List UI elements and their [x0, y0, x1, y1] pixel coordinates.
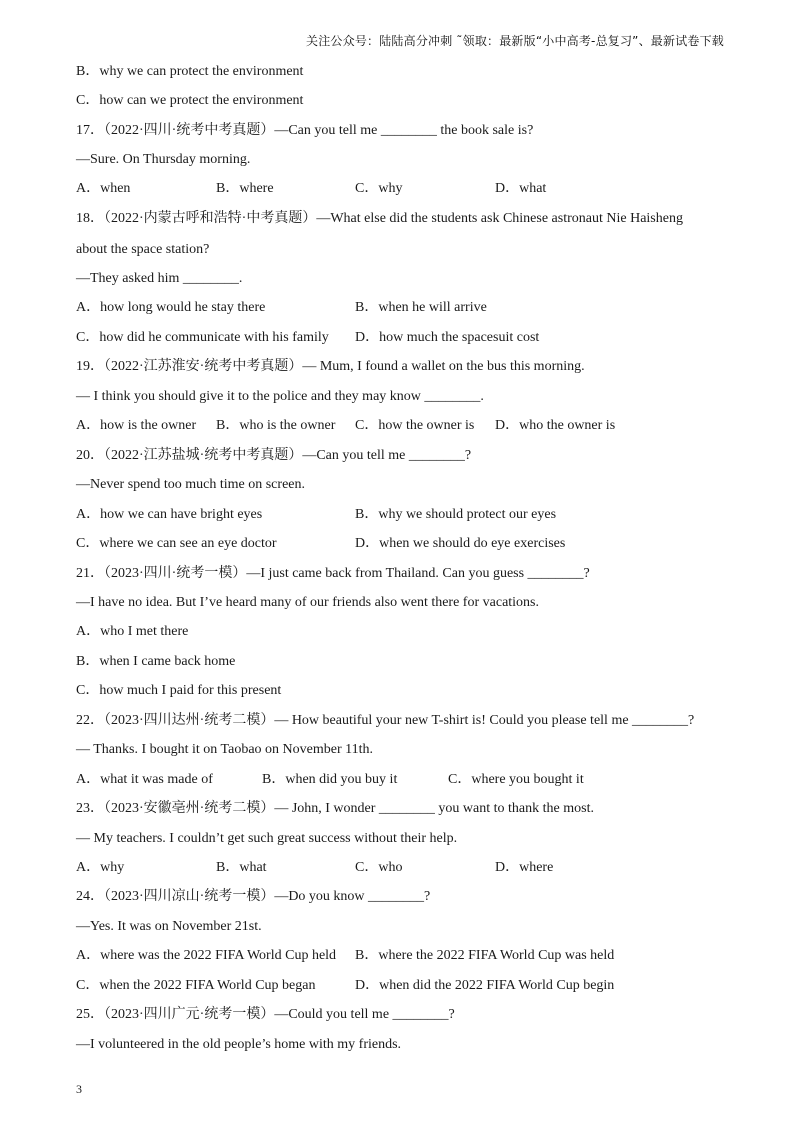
option-d: D．what	[495, 181, 547, 196]
option-a: A．when	[76, 181, 131, 196]
question-18: 18．（2022·内蒙古呼和浩特·中考真题）—What else did the students ask Chinese astronaut Nie Haisheng	[76, 211, 683, 226]
question-17: 17．（2022·四川·统考中考真题）—Can you tell me ________ the book sale is?	[76, 123, 534, 138]
question-17-answer-prompt: —Sure. On Thursday morning.	[76, 152, 251, 167]
option-c: C．how the owner is	[355, 418, 475, 433]
option-b: B．why we should protect our eyes	[355, 507, 557, 522]
question-22-answer-prompt: — Thanks. I bought it on Taobao on November 11th.	[76, 742, 374, 757]
question-18-answer-prompt: —They asked him ________.	[76, 271, 243, 286]
option-b-line: B．why we can protect the environment	[76, 64, 304, 79]
option-d: D．when we should do eye exercises	[355, 536, 566, 551]
option-c: C．when the 2022 FIFA World Cup began	[76, 978, 316, 993]
option-c: C．how did he communicate with his family	[76, 330, 329, 345]
option-a-line: A．who I met there	[76, 624, 189, 639]
question-22: 22．（2023·四川达州·统考二模）— How beautiful your new T-shirt is! Could you please tell me ________?	[76, 713, 695, 728]
question-25: 25．（2023·四川广元·统考一模）—Could you tell me ________?	[76, 1007, 455, 1022]
question-24: 24．（2023·四川凉山·统考一模）—Do you know ________?	[76, 889, 431, 904]
option-d: D．when did the 2022 FIFA World Cup begin	[355, 978, 615, 993]
question-21: 21．（2023·四川·统考一模）—I just came back from Thailand. Can you guess ________?	[76, 566, 590, 581]
option-d: D．where	[495, 860, 554, 875]
option-a: A．how long would he stay there	[76, 300, 266, 315]
page-number: 3	[76, 1082, 82, 1096]
option-b: B．what	[216, 860, 267, 875]
option-c-line: C．how much I paid for this present	[76, 683, 282, 698]
option-a: A．what it was made of	[76, 772, 213, 787]
option-c: C．why	[355, 181, 403, 196]
option-a: A．how we can have bright eyes	[76, 507, 263, 522]
option-d: D．how much the spacesuit cost	[355, 330, 540, 345]
page-header: 关注公众号：陆陆高分冲刺 ˜领取：最新版“小中高考-总复习”、最新试卷下载	[306, 34, 724, 48]
option-b: B．where	[216, 181, 274, 196]
question-20-answer-prompt: —Never spend too much time on screen.	[76, 477, 305, 492]
option-a: A．where was the 2022 FIFA World Cup held	[76, 948, 337, 963]
option-b: B．when did you buy it	[262, 772, 398, 787]
option-a: A．how is the owner	[76, 418, 197, 433]
question-25-answer-prompt: —I volunteered in the old people’s home with my friends.	[76, 1037, 402, 1052]
option-b: B．where the 2022 FIFA World Cup was held	[355, 948, 615, 963]
option-c-line: C．how can we protect the environment	[76, 93, 304, 108]
option-b: B．when he will arrive	[355, 300, 487, 315]
option-c: C．who	[355, 860, 403, 875]
question-19: 19．（2022·江苏淮安·统考中考真题）— Mum, I found a wallet on the bus this morning.	[76, 359, 585, 374]
option-b: B．who is the owner	[216, 418, 336, 433]
option-c: C．where we can see an eye doctor	[76, 536, 277, 551]
question-20: 20．（2022·江苏盐城·统考中考真题）—Can you tell me ________?	[76, 448, 472, 463]
option-c: C．where you bought it	[448, 772, 584, 787]
question-24-answer-prompt: —Yes. It was on November 21st.	[76, 919, 262, 934]
option-b-line: B．when I came back home	[76, 654, 236, 669]
question-18-continued: about the space station?	[76, 242, 210, 257]
option-d: D．who the owner is	[495, 418, 616, 433]
question-23-answer-prompt: — My teachers. I couldn’t get such great success without their help.	[76, 831, 458, 846]
question-23: 23．（2023·安徽亳州·统考二模）— John, I wonder ________ you want to thank the most.	[76, 801, 594, 816]
question-21-answer-prompt: —I have no idea. But I’ve heard many of our friends also went there for vacations.	[76, 595, 540, 610]
option-a: A．why	[76, 860, 125, 875]
question-19-answer-prompt: — I think you should give it to the police and they may know ________.	[76, 389, 484, 404]
